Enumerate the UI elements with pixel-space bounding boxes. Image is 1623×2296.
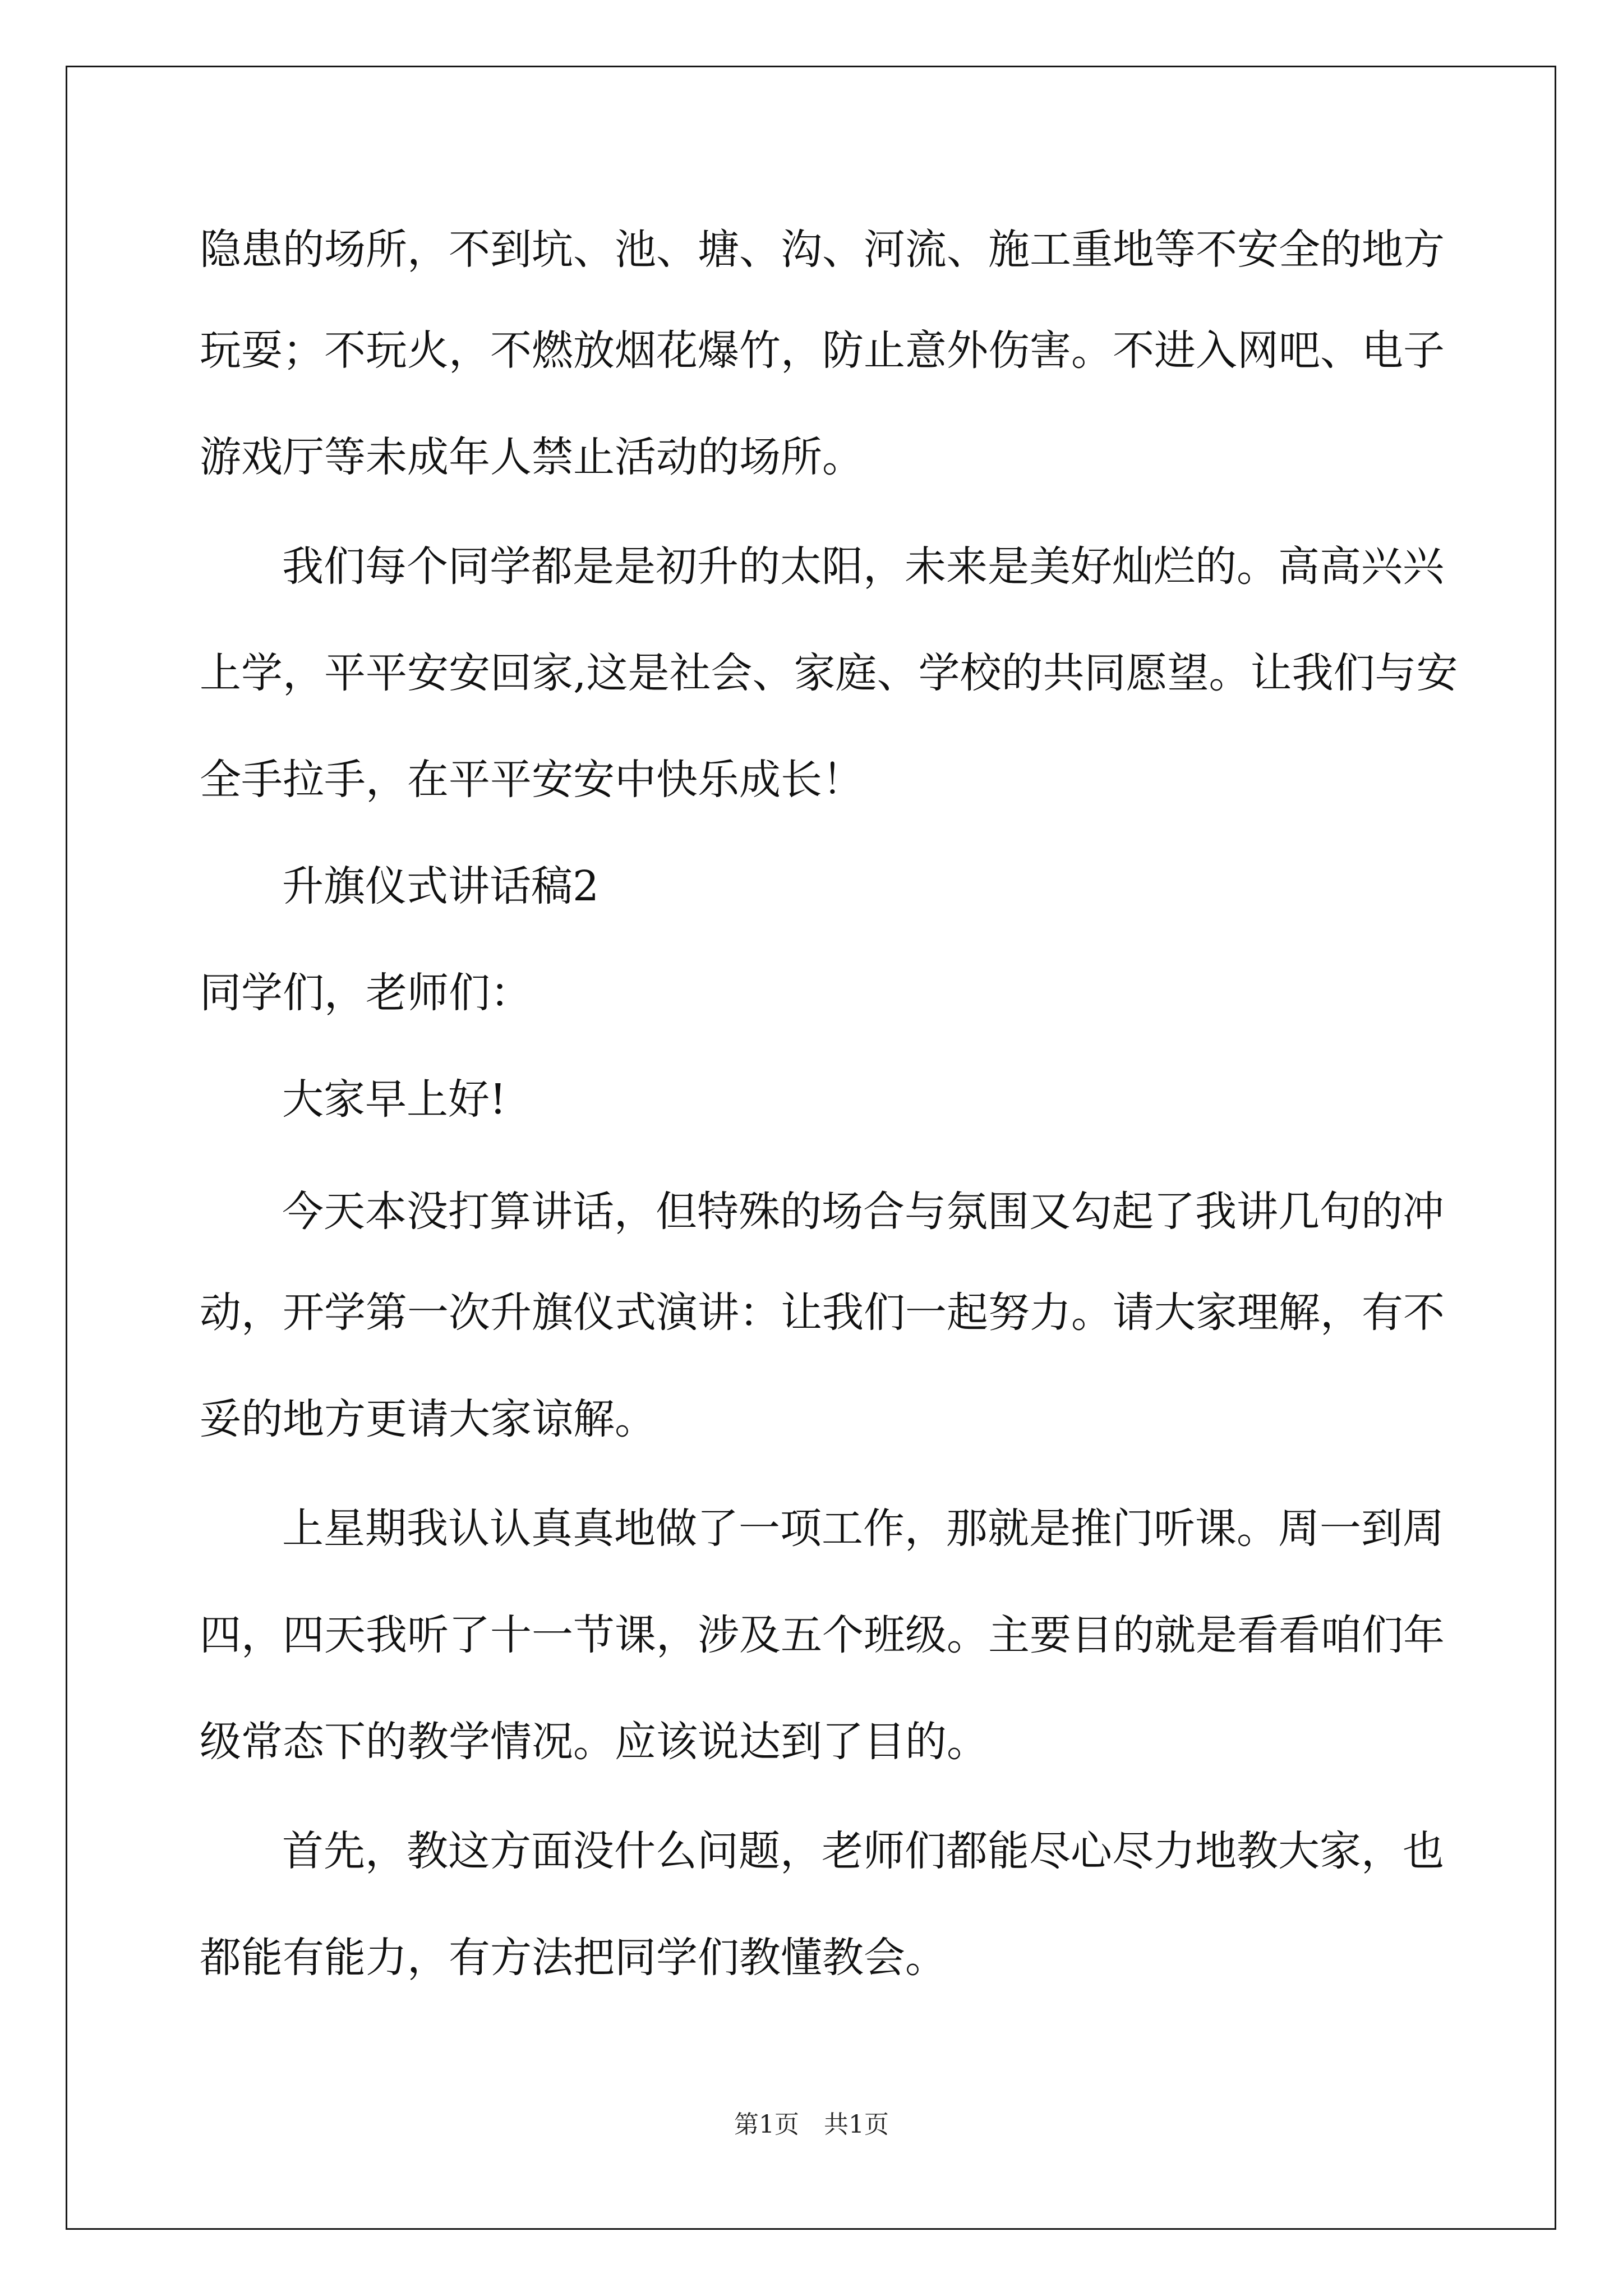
text-line: 动，开学第一次升旗仪式演讲：让我们一起努力。请大家理解，有不 [200,1289,1445,1337]
text-line: 首先，教这方面没什么问题，老师们都能尽心尽力地教大家，也 [282,1827,1444,1875]
section-title: 升旗仪式讲话稿2 [282,862,600,910]
text-line: 隐患的场所，不到坑、池、塘、沟、河流、施工重地等不安全的地方 [200,226,1445,274]
text-line: 全手拉手，在平平安安中快乐成长！ [200,756,864,804]
greeting: 大家早上好! [282,1075,506,1124]
text-line: 我们每个同学都是是初升的太阳，未来是美好灿烂的。高高兴兴 [282,542,1444,591]
text-line: 游戏厅等未成年人禁止活动的场所。 [200,433,864,481]
salutation: 同学们，老师们： [200,969,532,1017]
text-line: 玩耍；不玩火，不燃放烟花爆竹，防止意外伤害。不进入网吧、电子 [200,326,1445,375]
page-total: 共1页 [824,2110,889,2139]
page-number: 第1页 [734,2110,799,2139]
text-line: 都能有能力，有方法把同学们教懂教会。 [200,1934,947,1982]
text-line: 妥的地方更请大家谅解。 [200,1395,656,1443]
page-footer [0,2108,1623,2142]
page-border [66,66,1556,2230]
text-line: 级常态下的教学情况。应该说达到了目的。 [200,1718,988,1766]
text-line: 今天本没打算讲话，但特殊的场合与氛围又勾起了我讲几句的冲 [282,1188,1444,1236]
text-line: 上学，平平安安回家,这是社会、家庭、学校的共同愿望。让我们与安 [200,649,1458,697]
text-line: 四，四天我听了十一节课，涉及五个班级。主要目的就是看看咱们年 [200,1611,1445,1659]
text-line: 上星期我认认真真地做了一项工作，那就是推门听课。周一到周 [282,1504,1444,1553]
